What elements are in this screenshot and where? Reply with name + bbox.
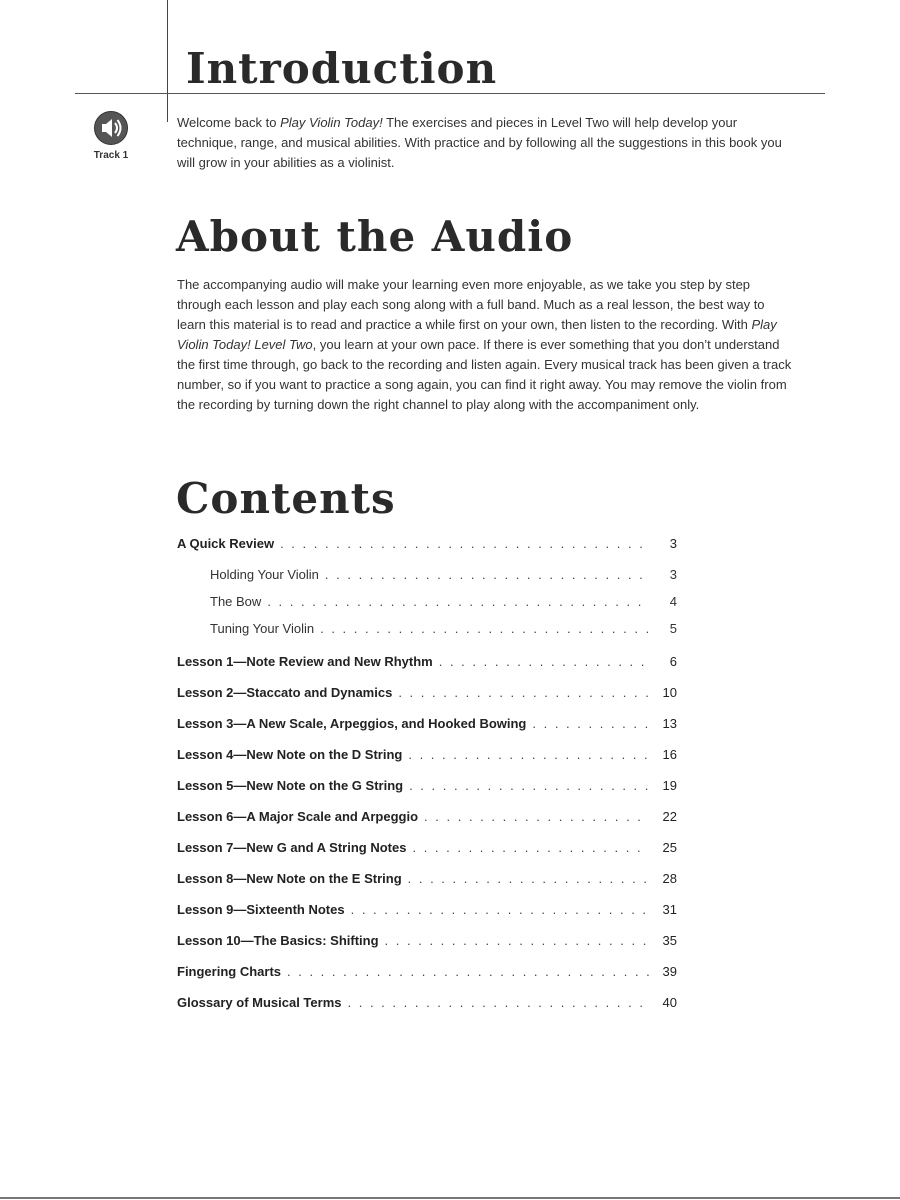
toc-entry[interactable] bbox=[177, 716, 677, 747]
toc-leader-dots bbox=[351, 902, 649, 917]
track-label: Track 1 bbox=[93, 150, 129, 161]
toc-entry-page: 16 bbox=[662, 747, 677, 762]
toc-entry-title: Lesson 10—The Basics: Shifting bbox=[177, 933, 379, 948]
audio-text-rest: , you learn at your own pace. If there is ever something that you don’t understand the first time through, go back to the recording and listen again. Every musical track has been given a track number, so if you want to practice a song again, you can find it right away. You may remove the violin from the recording by turning down the right channel to play along with the accompaniment only. bbox=[177, 337, 792, 412]
toc-entry-title: Lesson 2—Staccato and Dynamics bbox=[177, 685, 393, 700]
toc-entry-title: Glossary of Musical Terms bbox=[177, 995, 342, 1010]
toc-entry-title: Lesson 7—New G and A String Notes bbox=[177, 840, 407, 855]
toc-entry[interactable] bbox=[177, 840, 677, 871]
toc-entry-title: Lesson 8—New Note on the E String bbox=[177, 871, 402, 886]
toc-entry[interactable] bbox=[177, 964, 677, 995]
toc-leader-dots bbox=[325, 567, 649, 582]
toc-entry-page: 6 bbox=[669, 654, 677, 669]
speaker-icon bbox=[93, 110, 129, 146]
toc-entry[interactable] bbox=[177, 594, 677, 621]
toc-leader-dots bbox=[412, 840, 649, 855]
intro-text-rest: The exercises and pieces in Level Two will help develop your technique, range, and musical abilities. With practice and by following all the suggestions in this book you will grow in your abilities as a violinist. bbox=[177, 115, 782, 170]
toc-entry-page: 22 bbox=[662, 809, 677, 824]
toc-entry[interactable] bbox=[177, 933, 677, 964]
toc-entry-title: Tuning Your Violin bbox=[210, 621, 315, 636]
toc-entry-title: Lesson 6—A Major Scale and Arpeggio bbox=[177, 809, 419, 824]
toc-entry-page: 5 bbox=[669, 621, 677, 636]
table-of-contents bbox=[177, 536, 677, 1026]
audio-paragraph bbox=[177, 275, 797, 415]
toc-entry[interactable] bbox=[177, 567, 677, 594]
toc-leader-dots bbox=[424, 809, 649, 824]
toc-entry[interactable] bbox=[177, 536, 677, 567]
intro-book-title: Play Violin Today! bbox=[280, 115, 383, 130]
toc-entry[interactable] bbox=[177, 685, 677, 716]
toc-entry-title: Fingering Charts bbox=[177, 964, 282, 979]
page-bottom-rule bbox=[0, 1197, 900, 1199]
toc-entry[interactable] bbox=[177, 778, 677, 809]
toc-entry-title: Lesson 1—Note Review and New Rhythm bbox=[177, 654, 433, 669]
introduction-heading: Introduction bbox=[186, 44, 498, 93]
about-audio-heading: About the Audio bbox=[176, 212, 574, 261]
toc-entry[interactable] bbox=[177, 809, 677, 840]
toc-entry-page: 19 bbox=[662, 778, 677, 793]
toc-entry[interactable] bbox=[177, 621, 677, 648]
intro-paragraph bbox=[177, 113, 797, 173]
toc-leader-dots bbox=[320, 621, 649, 636]
track-marker bbox=[86, 110, 136, 161]
toc-entry[interactable] bbox=[177, 747, 677, 778]
toc-entry-page: 35 bbox=[662, 933, 677, 948]
audio-book-title: Play Violin Today! Level Two bbox=[177, 317, 777, 352]
toc-leader-dots bbox=[348, 995, 650, 1010]
intro-text-start: Welcome back to bbox=[177, 115, 281, 130]
toc-entry-page: 31 bbox=[662, 902, 677, 917]
toc-leader-dots bbox=[280, 536, 649, 551]
toc-leader-dots bbox=[532, 716, 649, 731]
toc-entry[interactable] bbox=[177, 995, 677, 1026]
toc-entry[interactable] bbox=[177, 871, 677, 902]
toc-leader-dots bbox=[385, 933, 649, 948]
toc-entry-title: The Bow bbox=[210, 594, 262, 609]
toc-entry-page: 40 bbox=[662, 995, 677, 1010]
toc-entry-page: 28 bbox=[662, 871, 677, 886]
contents-heading: Contents bbox=[176, 474, 396, 523]
toc-entry-title: Holding Your Violin bbox=[210, 567, 319, 582]
margin-vertical-rule bbox=[167, 0, 168, 122]
toc-leader-dots bbox=[408, 871, 649, 886]
toc-entry-page: 39 bbox=[662, 964, 677, 979]
toc-leader-dots bbox=[287, 964, 649, 979]
toc-leader-dots bbox=[409, 778, 649, 793]
toc-entry-title: Lesson 3—A New Scale, Arpeggios, and Hooked Bowing bbox=[177, 716, 527, 731]
toc-entry-title: Lesson 5—New Note on the G String bbox=[177, 778, 404, 793]
toc-leader-dots bbox=[408, 747, 649, 762]
audio-text-start: The accompanying audio will make your learning even more enjoyable, as we take you step by step through each lesson and play each song along with a full band. Much as a real lesson, the best way to learn this material is to read and practice a while first on your own, then listen to the recording. With bbox=[177, 277, 765, 332]
toc-leader-dots bbox=[267, 594, 649, 609]
toc-leader-dots bbox=[398, 685, 649, 700]
toc-entry-page: 25 bbox=[662, 840, 677, 855]
toc-entry-page: 13 bbox=[662, 716, 677, 731]
toc-entry-page: 4 bbox=[669, 594, 677, 609]
toc-entry-page: 3 bbox=[669, 536, 677, 551]
toc-entry-page: 10 bbox=[662, 685, 677, 700]
toc-entry[interactable] bbox=[177, 654, 677, 685]
toc-leader-dots bbox=[439, 654, 649, 669]
toc-entry-title: A Quick Review bbox=[177, 536, 275, 551]
toc-entry-title: Lesson 4—New Note on the D String bbox=[177, 747, 403, 762]
toc-entry[interactable] bbox=[177, 902, 677, 933]
toc-entry-title: Lesson 9—Sixteenth Notes bbox=[177, 902, 345, 917]
toc-entry-page: 3 bbox=[669, 567, 677, 582]
